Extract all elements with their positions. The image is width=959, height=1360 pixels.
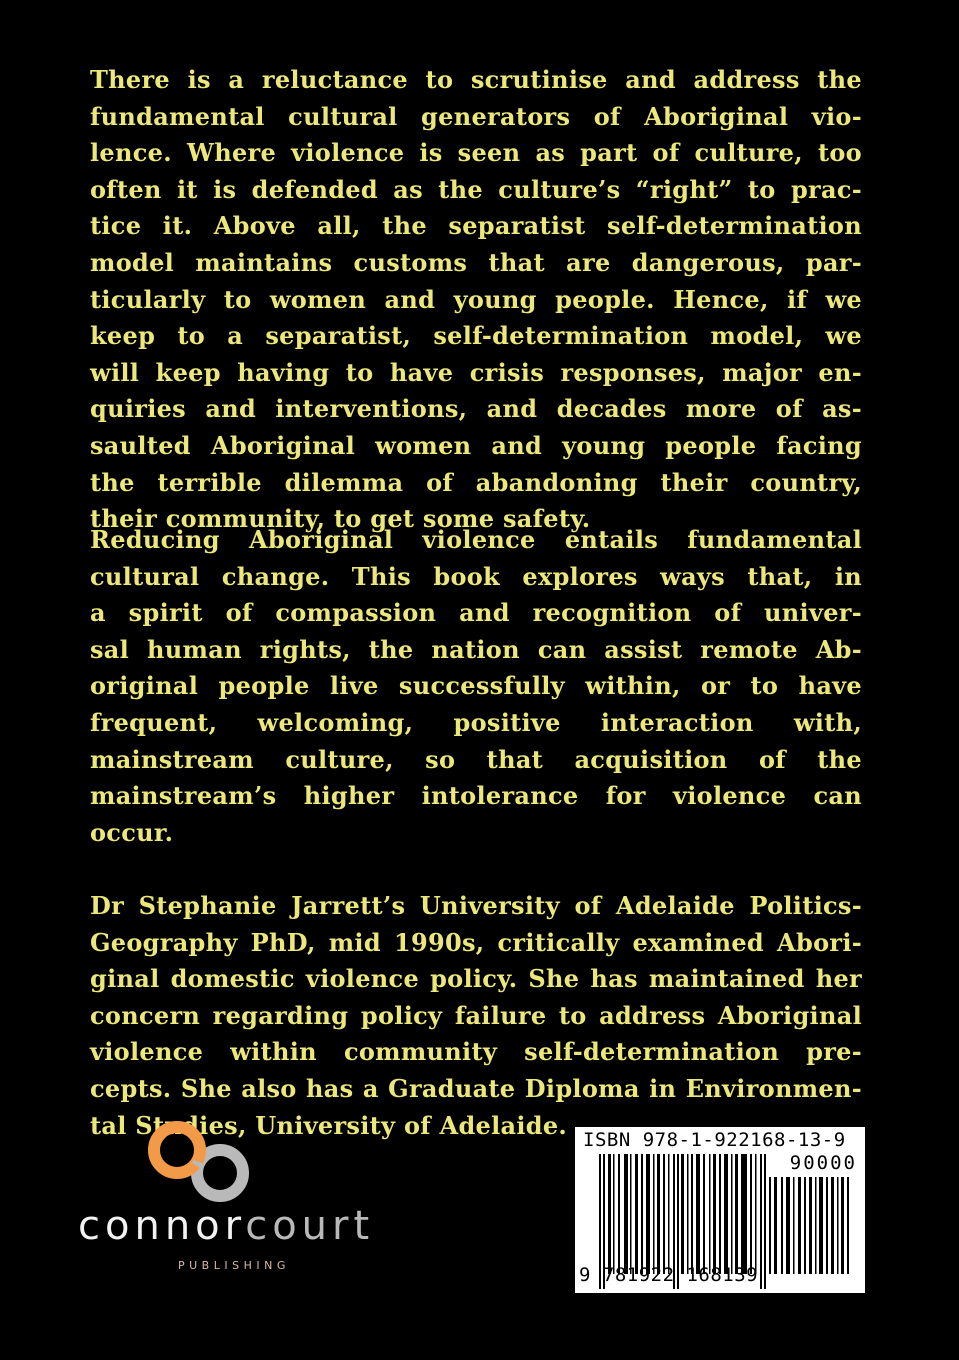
text-line: ticularly to women and young people. Hence, if we <box>90 284 862 314</box>
text-line: tal Studies, University of Adelaide. <box>90 1110 568 1140</box>
text-line: concern regarding policy failure to address Aboriginal <box>90 1000 862 1030</box>
text-line: the terrible dilemma of abandoning their country, <box>90 467 862 497</box>
text-line: quiries and interventions, and decades more of as- <box>90 394 862 424</box>
publisher-name <box>78 1202 398 1250</box>
text-line: often it is defended as the culture’s “right” to prac- <box>90 174 862 204</box>
ean-digits: 9 781922 168139 <box>579 1264 759 1286</box>
publisher-subtitle: PUBLISHING <box>178 1259 290 1272</box>
publisher-name-part2: court <box>245 1203 375 1249</box>
text-line: a spirit of compassion and recognition of univer- <box>90 598 862 628</box>
blurb-paragraph-1 <box>90 62 862 538</box>
text-line: original people live successfully within, or to have <box>90 671 862 701</box>
text-line: violence within community self-determination pre- <box>90 1037 862 1067</box>
text-line: mainstream’s higher intolerance for violence can <box>90 781 862 811</box>
text-line: saulted Aboriginal women and young people facing <box>90 430 862 460</box>
publisher-logo <box>70 1118 400 1288</box>
text-line: their community, to get some safety. <box>90 504 591 534</box>
text-line: Geography PhD, mid 1990s, critically examined Abori- <box>90 927 862 957</box>
isbn-label: ISBN 978-1-922168-13-9 <box>583 1129 846 1151</box>
text-line: model maintains customs that are dangerous, par- <box>90 247 862 277</box>
text-line: mainstream culture, so that acquisition of the <box>90 744 862 774</box>
publisher-name-part1: connor <box>78 1203 246 1249</box>
price-addon-code: 90000 <box>789 1152 857 1174</box>
text-line: Reducing Aboriginal violence entails fundamental <box>90 525 862 554</box>
text-line: lence. Where violence is seen as part of culture, too <box>90 138 862 168</box>
text-line: Dr Stephanie Jarrett’s University of Adelaide Politics- <box>90 891 862 920</box>
text-line: cepts. She also has a Graduate Diploma in Environmen- <box>90 1073 862 1103</box>
author-bio <box>90 888 862 1144</box>
text-line: sal human rights, the nation can assist remote Ab- <box>90 634 862 664</box>
text-line: keep to a separatist, self-determination model, we <box>90 321 862 351</box>
text-line: cultural change. This book explores ways that, in <box>90 561 862 591</box>
text-line: tice it. Above all, the separatist self-determination <box>90 211 862 241</box>
addon-bars <box>769 1177 851 1274</box>
text-line: There is a reluctance to scrutinise and address the <box>90 65 862 94</box>
text-line: occur. <box>90 817 174 847</box>
text-line: fundamental cultural generators of Aboriginal vio- <box>90 101 862 131</box>
text-line: will keep having to have crisis responses, major en- <box>90 357 862 387</box>
isbn-barcode <box>575 1127 865 1293</box>
interlocking-rings-icon <box>115 1118 265 1208</box>
text-line: frequent, welcoming, positive interaction with, <box>90 707 862 737</box>
text-line: ginal domestic violence policy. She has maintained her <box>90 964 862 994</box>
blurb-paragraph-2 <box>90 522 862 851</box>
